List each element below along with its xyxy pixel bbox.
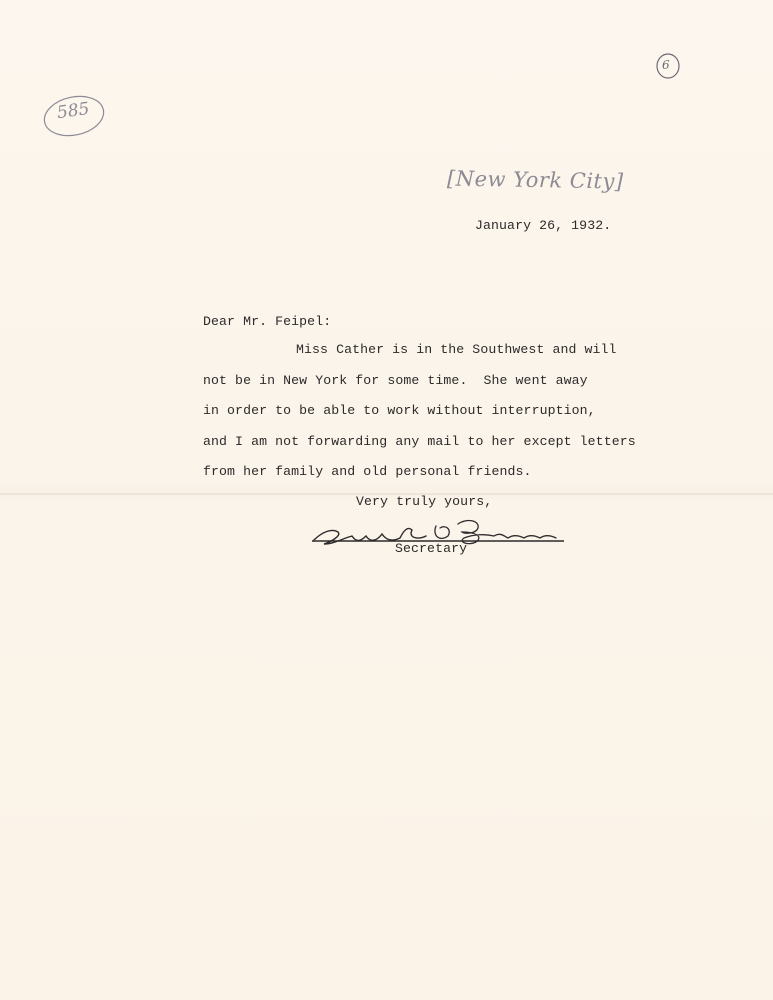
salutation: Dear Mr. Feipel:	[203, 314, 332, 329]
body-line-5: from her family and old personal friends.	[203, 464, 532, 479]
item-number: 585	[55, 98, 91, 124]
closing: Very truly yours,	[356, 494, 493, 509]
location-annotation: [New York City]	[446, 166, 624, 194]
page-mark: 6	[662, 58, 670, 72]
body-line-4: and I am not forwarding any mail to her except letters	[203, 434, 636, 449]
letter-date: January 26, 1932.	[475, 218, 612, 233]
body-line-2: not be in New York for some time. She went away	[203, 373, 588, 388]
body-line-3: in order to be able to work without interruption,	[203, 403, 596, 418]
signer-title: Secretary	[395, 541, 468, 556]
body-line-1: Miss Cather is in the Southwest and will	[296, 342, 617, 357]
